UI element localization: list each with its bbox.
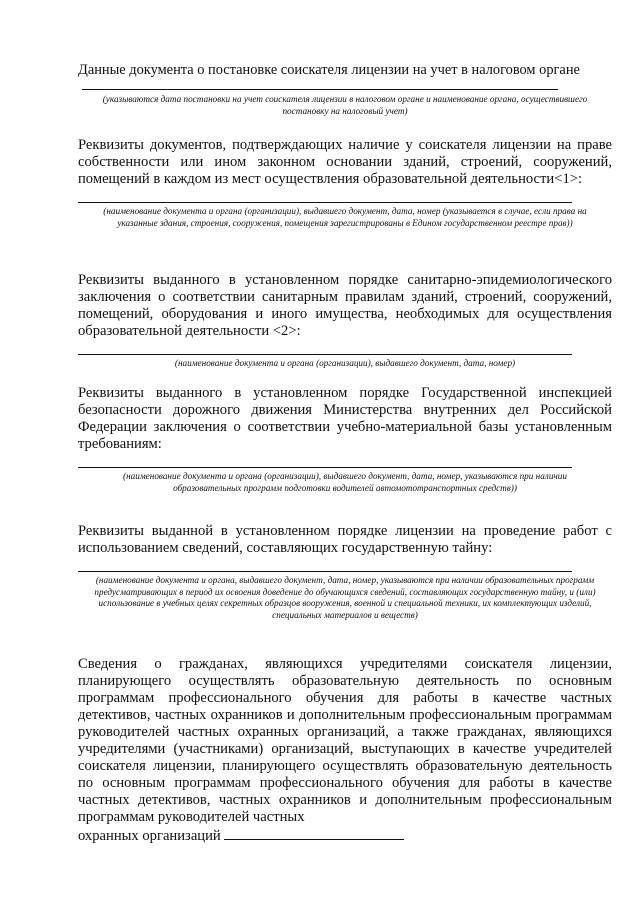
- state-secret-section: [78, 523, 612, 621]
- founders-last-text: охранных организаций: [78, 828, 221, 844]
- founders-fill-field[interactable]: [224, 826, 404, 840]
- state-secret-text: Реквизиты выданной в установленном порядке лицензии на проведение работ с использованием сведений, составляющих государственную тайну:: [78, 523, 612, 556]
- traffic-inspection-hint: (наименование документа и органа (организации), выдавшего документ, дата, номер, указываются при наличии образовательных программ подготовки водителей автомототранспортных средств)): [123, 471, 567, 493]
- founders-section: [78, 656, 612, 845]
- tax-registration-hint: (указываются дата постановки на учет соискателя лицензии в налоговом органе и наименование органа, осуществившего постановку на налоговый учет): [102, 94, 588, 116]
- tax-registration-line: [82, 89, 558, 90]
- state-secret-line: [78, 571, 572, 572]
- traffic-inspection-section: [78, 385, 612, 494]
- founders-text: Сведения о гражданах, являющихся учредителями соискателя лицензии, планирующего осуществлять образовательную деятельность по основным программам профессионального обучения для работы в качестве частных детективов, частных охранников и дополнительным профессиональным программам руководителей частных охранных организаций, а также гражданах, являющихся учредителями (участниками) организаций, выступающих в качестве учредителей соискателя лицензии, планирующего осуществлять образовательную деятельность по основным программам профессионального обучения для работы в качестве частных детективов, частных охранников и дополнительным профессиональным программам руководителей частных: [78, 656, 612, 825]
- property-docs-line: [78, 202, 572, 203]
- traffic-inspection-text: Реквизиты выданного в установленном порядке Государственной инспекцией безопасности дорожного движения Министерства внутренних дел Российской Федерации заключения о соответствии учебно-материальной базы установленным требованиям:: [78, 385, 612, 452]
- state-secret-hint: (наименование документа и органа, выдавшего документ, дата, номер, указываются при наличии образовательных программ предусматривающих в период их освоения доведение до обучающихся сведений, составляющих государственную тайну, и (или) использование в учебных целях секретных образцов вооружения, военной и специальной техники, их комплектующих изделий, специальных материалов и веществ): [94, 575, 596, 620]
- traffic-inspection-line: [78, 467, 572, 468]
- sanitary-hint: (наименование документа и органа (организации), выдавшего документ, дата, номер): [174, 358, 516, 368]
- property-docs-section: [78, 137, 612, 229]
- tax-registration-title: Данные документа о постановке соискателя лицензии на учет в налоговом органе: [78, 62, 580, 78]
- tax-registration-section: [78, 62, 612, 117]
- founders-last-line: [78, 826, 612, 845]
- sanitary-line: [78, 354, 572, 355]
- sanitary-text: Реквизиты выданного в установленном порядке санитарно-эпидемиологического заключения о соответствии санитарным правилам зданий, строений, сооружений, помещений, оборудования и иного имущества, необходимых для осуществления образовательной деятельности <2>:: [78, 272, 612, 339]
- sanitary-section: [78, 272, 612, 370]
- property-docs-hint: (наименование документа и органа (организации), выдавшего документ, дата, номер (указывается в случае, если права на указанные здания, строения, сооружения, помещения зарегистрированы в Едином государственном реестре прав)): [103, 206, 587, 228]
- property-docs-text: Реквизиты документов, подтверждающих наличие у соискателя лицензии на праве собственности или ином законном основании зданий, строений, сооружений, помещений в каждом из мест осуществления образовательной деятельности<1>:: [78, 137, 612, 187]
